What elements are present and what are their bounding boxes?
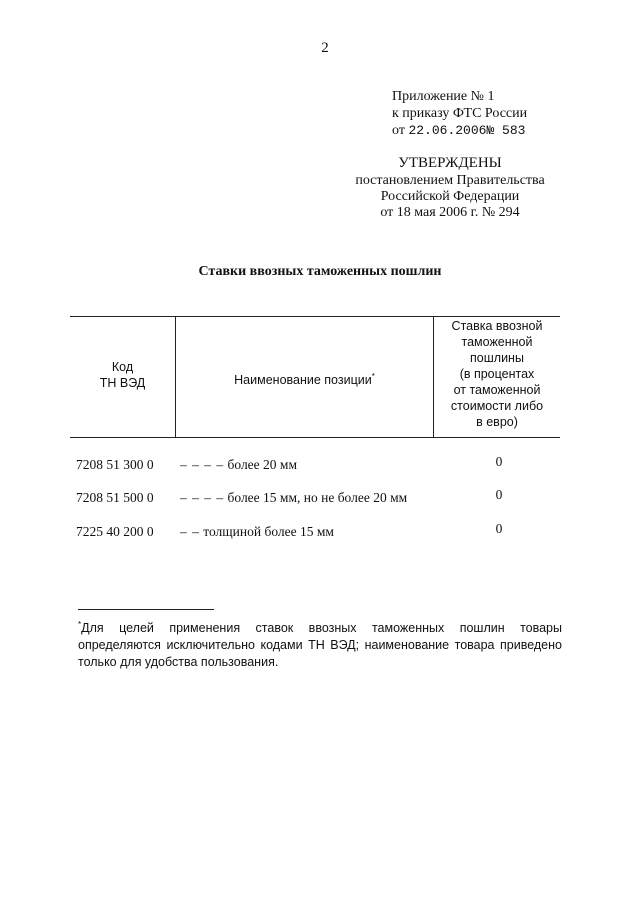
annex-date: 22.06.2006	[408, 123, 487, 138]
header-code: Код ТН ВЭД	[99, 360, 146, 390]
footnote	[78, 616, 562, 671]
footnote-mark: *	[78, 620, 82, 629]
header-rate: Ставка ввозной таможенной пошлины (в процентах от таможенной стоимости либо в евро)	[450, 319, 544, 429]
page-number: 2	[321, 40, 329, 56]
document-title: Ставки ввозных таможенных пошлин	[198, 264, 442, 279]
approval-heading: УТВЕРЖДЕНЫ	[398, 155, 502, 171]
row-rate: 0	[495, 487, 503, 502]
row-code: 7225 40 200 0	[76, 524, 154, 539]
table-row	[76, 457, 154, 473]
annex-date-prefix: от	[392, 123, 405, 138]
annex-line-3	[392, 122, 527, 139]
annex-number: № 583	[486, 123, 526, 138]
annex-line-2: к приказу ФТС России	[392, 106, 528, 121]
row-rate: 0	[495, 454, 503, 469]
table-row	[76, 490, 154, 506]
footnote-text: Для целей применения ставок ввозных таможенных пошлин товары определяются исключительно кодами ТН ВЭД; наименование товара приведено только для удобства пользования.	[78, 621, 562, 670]
annex-line-1: Приложение № 1	[392, 89, 495, 104]
row-name: – – толщиной более 15 мм	[180, 524, 334, 539]
row-name: – – – – более 15 мм, но не более 20 мм	[180, 490, 408, 505]
table-row	[76, 524, 154, 540]
approval-line-1: постановлением Правительства	[355, 173, 545, 188]
row-rate: 0	[495, 521, 503, 536]
approval-block	[330, 155, 570, 221]
footnote-separator	[78, 609, 214, 610]
approval-line-3: от 18 мая 2006 г. № 294	[380, 205, 520, 220]
annex-block	[392, 88, 527, 139]
row-code: 7208 51 500 0	[76, 490, 154, 505]
row-code: 7208 51 300 0	[76, 457, 154, 472]
header-name: Наименование позиции*	[234, 372, 375, 388]
table-top-border	[70, 316, 560, 317]
table-header-border	[70, 437, 560, 438]
approval-line-2: Российской Федерации	[380, 189, 520, 204]
row-name: – – – – более 20 мм	[180, 457, 297, 472]
